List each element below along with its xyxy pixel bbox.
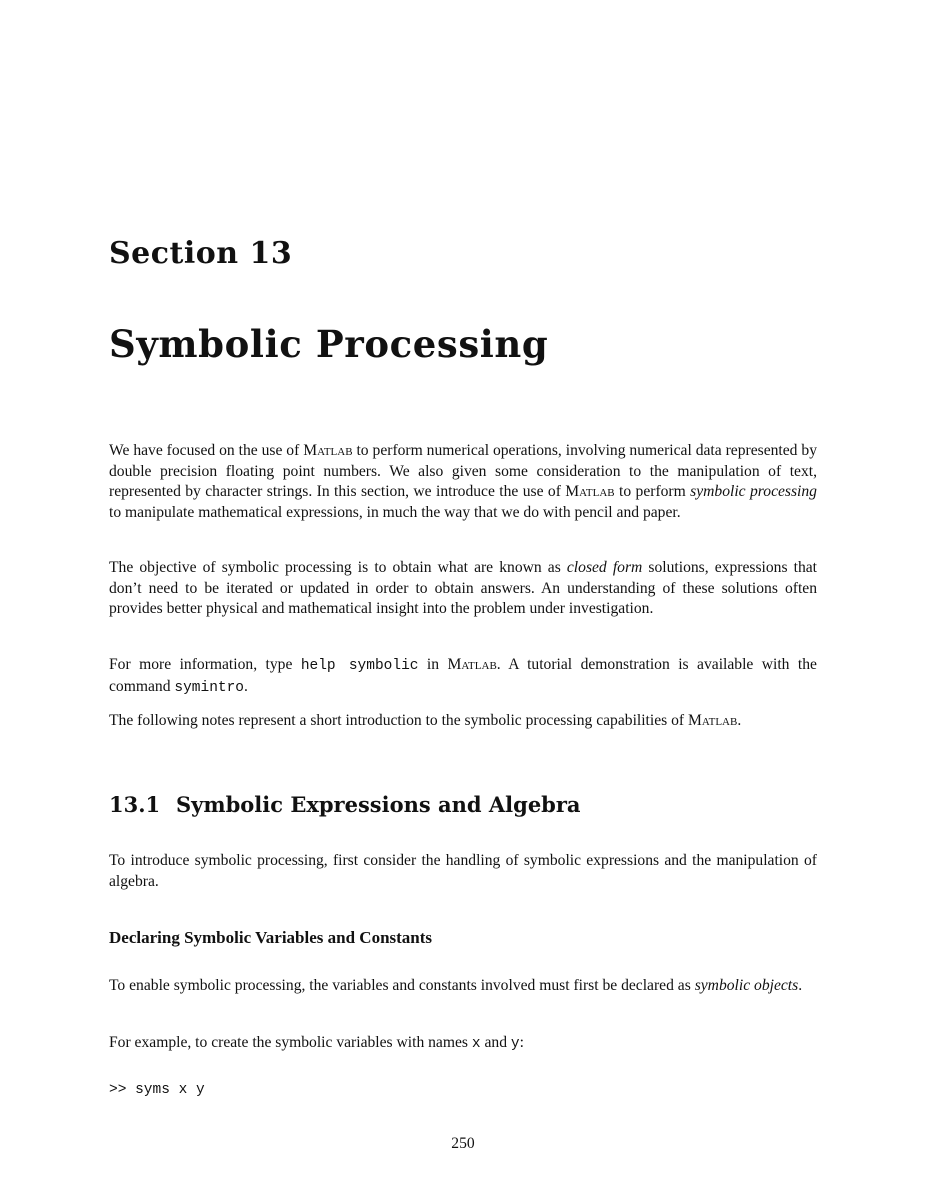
page-number: 250 (451, 1135, 475, 1152)
emphasis: closed form (566, 559, 643, 576)
matlab-name: Matlab (303, 442, 353, 459)
subsubsection-paragraph-2: For example, to create the symbolic variables with names x and y: (109, 1034, 524, 1052)
section-label: Section 13 (109, 236, 293, 271)
matlab-name: Matlab (688, 712, 738, 729)
emphasis: symbolic objects (694, 977, 799, 994)
subsection-heading (109, 792, 581, 817)
code-example: >> syms x y (109, 1082, 205, 1098)
inline-code: y (510, 1036, 520, 1052)
intro-paragraph-3: For more information, type help symbolic in Matlab. A tutorial demonstration is available with the command symintro. (109, 656, 817, 696)
chapter-title: Symbolic Processing (109, 322, 549, 366)
subsubsection-paragraph-1: To enable symbolic processing, the variables and constants involved must first be declared as symbolic objects. (109, 977, 803, 994)
intro-paragraph-1: We have focused on the use of Matlab to perform numerical operations, involving numerical data represented by double precision floating point numbers. We also given some consideration to the manipulation of text, represented by character strings. In this section, we introduce the use of Matlab to perform symbolic processing to manipulate mathematical expressions, in much the way that we do with pencil and paper. (109, 442, 817, 522)
subsubsection-heading: Declaring Symbolic Variables and Constants (109, 928, 433, 947)
subsection-paragraph: To introduce symbolic processing, first consider the handling of symbolic expressions and the manipulation of algebra. (109, 852, 817, 890)
inline-code: x (471, 1036, 481, 1052)
inline-code: symintro (174, 679, 245, 696)
intro-paragraph-2: The objective of symbolic processing is to obtain what are known as closed form solutions, expressions that don’t need to be iterated or updated in order to obtain answers. An understanding of these solutions often provides better physical and mathematical insight into the problem under investigation. (109, 559, 818, 618)
subsection-number: 13.1 (109, 792, 161, 817)
subsection-title: Symbolic Expressions and Algebra (176, 792, 581, 817)
emphasis: symbolic processing (690, 483, 817, 501)
intro-paragraph-4: The following notes represent a short introduction to the symbolic processing capabilities of Matlab. (109, 712, 742, 729)
inline-code: help symbolic (300, 658, 419, 674)
matlab-name: Matlab (565, 483, 615, 501)
matlab-name: Matlab (447, 656, 497, 673)
